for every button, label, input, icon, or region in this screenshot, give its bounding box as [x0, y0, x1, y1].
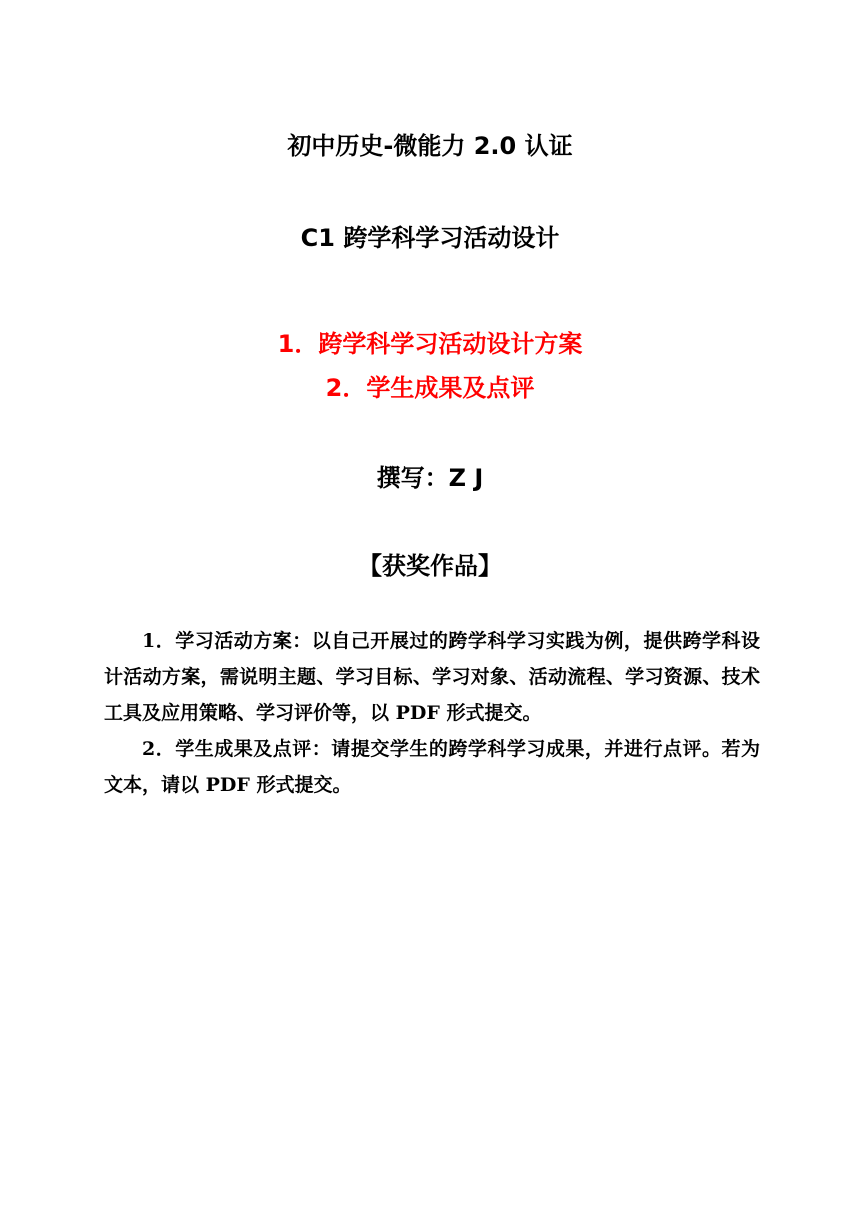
highlight-item-student-results: 2．学生成果及点评: [325, 374, 535, 402]
paragraph-student-results: 2．学生成果及点评：请提交学生的跨学科学习成果，并进行点评。若为文本，请以 PDF 形式提交。: [104, 738, 760, 796]
author-line: 撰写：Z J: [376, 464, 484, 492]
document-subtitle: C1 跨学科学习活动设计: [300, 224, 560, 252]
document-title: 初中历史-微能力 2.0 认证: [287, 132, 573, 160]
highlight-item-design-plan: 1．跨学科学习活动设计方案: [277, 330, 583, 358]
award-label: 【获奖作品】: [358, 552, 502, 580]
paragraph-activity-plan: 1．学习活动方案：以自己开展过的跨学科学习实践为例，提供跨学科设计活动方案，需说明主题、学习目标、学习对象、活动流程、学习资源、技术工具及应用策略、学习评价等，以 PDF 形式提交。: [104, 630, 760, 724]
